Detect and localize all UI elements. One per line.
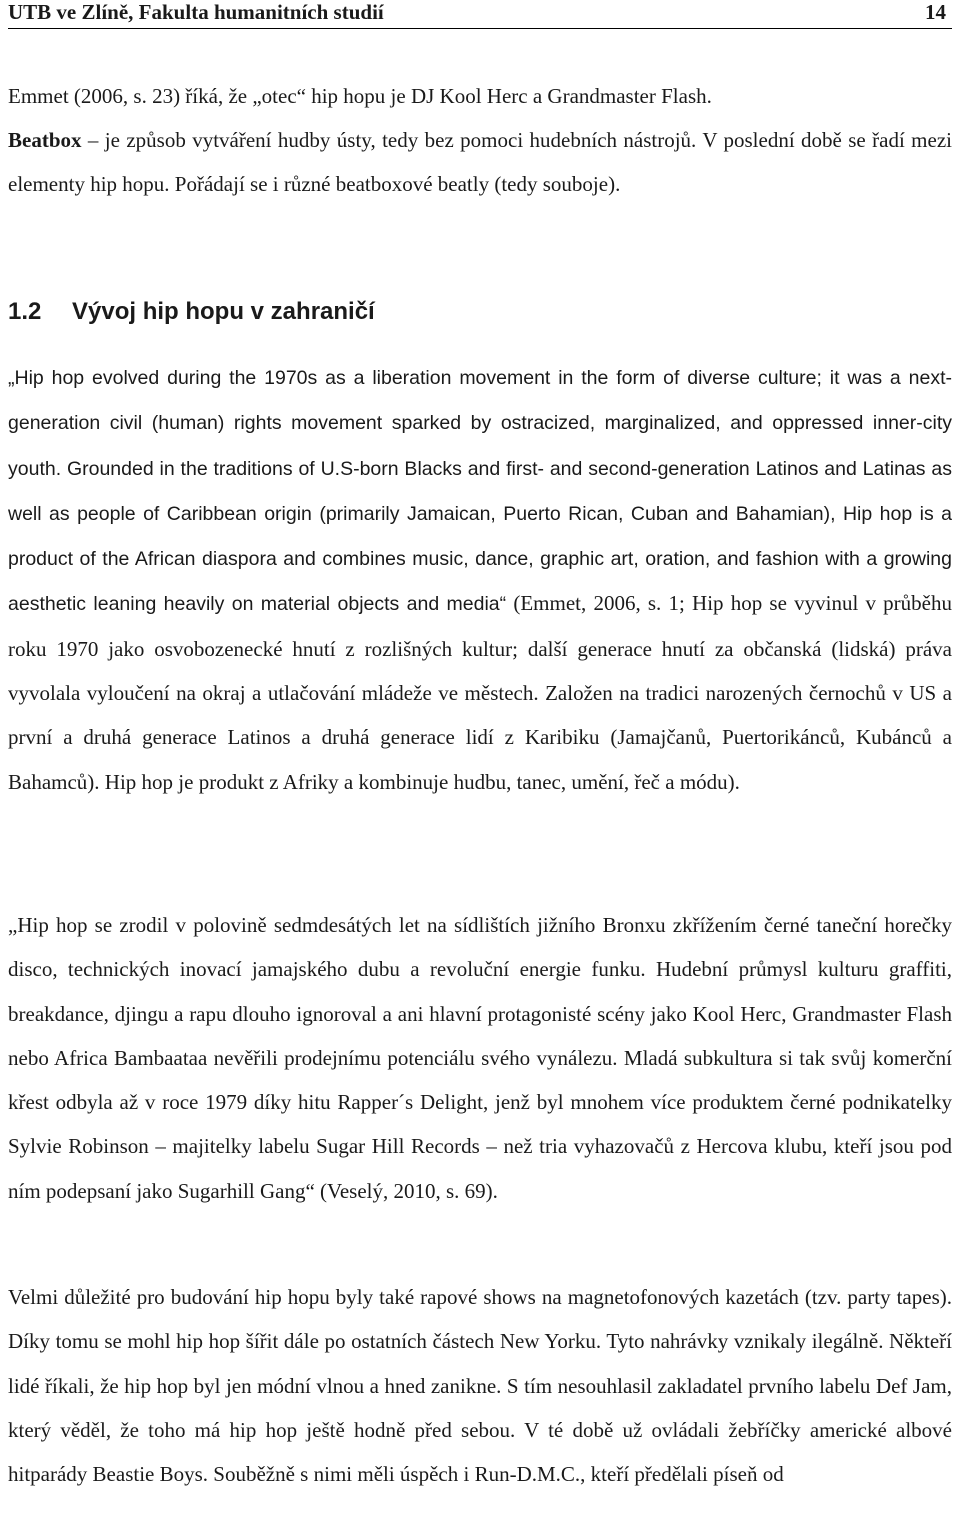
- vesely-citation: (Veselý, 2010, s. 69).: [314, 1178, 498, 1203]
- paragraph-quote-vesely: [8, 903, 952, 1213]
- page-number: 14: [925, 0, 946, 24]
- running-header-title: UTB ve Zlíně, Fakulta humanitních studií: [8, 0, 384, 24]
- paragraph-quote-english: [8, 355, 952, 804]
- section-heading: [8, 296, 375, 328]
- section-title: Vývoj hip hopu v zahraničí: [72, 298, 375, 325]
- paragraph-emmet: Emmet (2006, s. 23) říká, že „otec“ hip hopu je DJ Kool Herc a Grandmaster Flash.: [8, 84, 712, 108]
- paragraph-beatbox: [8, 118, 952, 207]
- english-quote: „Hip hop evolved during the 1970s as a liberation movement in the form of diverse culture; it was a next-generation civil (human) rights movement sparked by ostracized, marginalized, and oppressed inner-city youth. Grounded in the traditions of U.S-born Blacks and first- and second-generation Latinos and Latinas as well as people of Caribbean origin (primarily Jamaican, Puerto Rican, Cuban and Bahamian), Hip hop is a product of the African diaspora and combines music, dance, graphic art, oration, and fashion with a growing aesthetic leaning heavily on material objects and media“: [8, 367, 952, 616]
- paragraph-party-tapes: Velmi důležité pro budování hip hopu byly také rapové shows na magnetofonových kazetách (tzv. party tapes). Díky tomu se mohl hip hop šířit dále po ostatních částech New Yorku. Tyto nahrávky vznikaly ilegálně. Někteří lidé říkali, že hip hop byl jen módní vlnou a hned zanikne. S tím nesouhlasil zakladatel prvního labelu Def Jam, který věděl, že toho má hip hop ještě hodně před sebou. V té době už ovládali žebříčky americké albové hitparády Beastie Boys. Souběžně s nimi měli úspěch i Run-D.M.C., kteří předělali píseň od: [8, 1285, 952, 1487]
- section-number: 1.2: [8, 298, 42, 325]
- beatbox-definition: – je způsob vytváření hudby ústy, tedy bez pomoci hudebních nástrojů. V poslední době se řadí mezi elementy hip hopu. Pořádají se i různé beatboxové beatly (tedy souboje).: [8, 128, 952, 197]
- quote-translation: (Emmet, 2006, s. 1; Hip hop se vyvinul v průběhu roku 1970 jako osvobozenecké hnutí z rozlišných kultur; další generace hnutí za občanská (lidská) práva vyvolala vyloučení na okraj a utlačování mládeže ve městech. Založen na tradici narozených černochů v US a první a druhá generace Latinos a druhá generace lidí z Karibiku (Jamajčanů, Puertorikánců, Kubánců a Bahamců). Hip hop je produkt z Afriky a kombinuje hudbu, tanec, umění, řeč a módu).: [8, 591, 952, 794]
- page-header: [8, 0, 952, 29]
- vesely-quote: „Hip hop se zrodil v polovině sedmdesátých let na sídlištích jižního Bronxu zkřížením černé taneční horečky disco, technických inovací jamajského dubu a revoluční energie funku. Hudební průmysl kulturu graffiti, breakdance, djingu a rapu dlouho ignoroval a ani hlavní protagonisté scény jako Kool Herc, Grandmaster Flash nebo Africa Bambaataa nevěřili prodejnímu potenciálu svého vynálezu. Mladá subkultura si tak svůj komerční křest odbyla až v roce 1979 díky hitu Rapper´s Delight, jenž byl mnohem více produktem černé podnikatelky Sylvie Robinson – majitelky labelu Sugar Hill Records – než tria vyhazovačů z Hercova klubu, kteří jsou pod ním podepsaní jako Sugarhill Gang“: [8, 913, 952, 1203]
- beatbox-term: Beatbox: [8, 128, 82, 152]
